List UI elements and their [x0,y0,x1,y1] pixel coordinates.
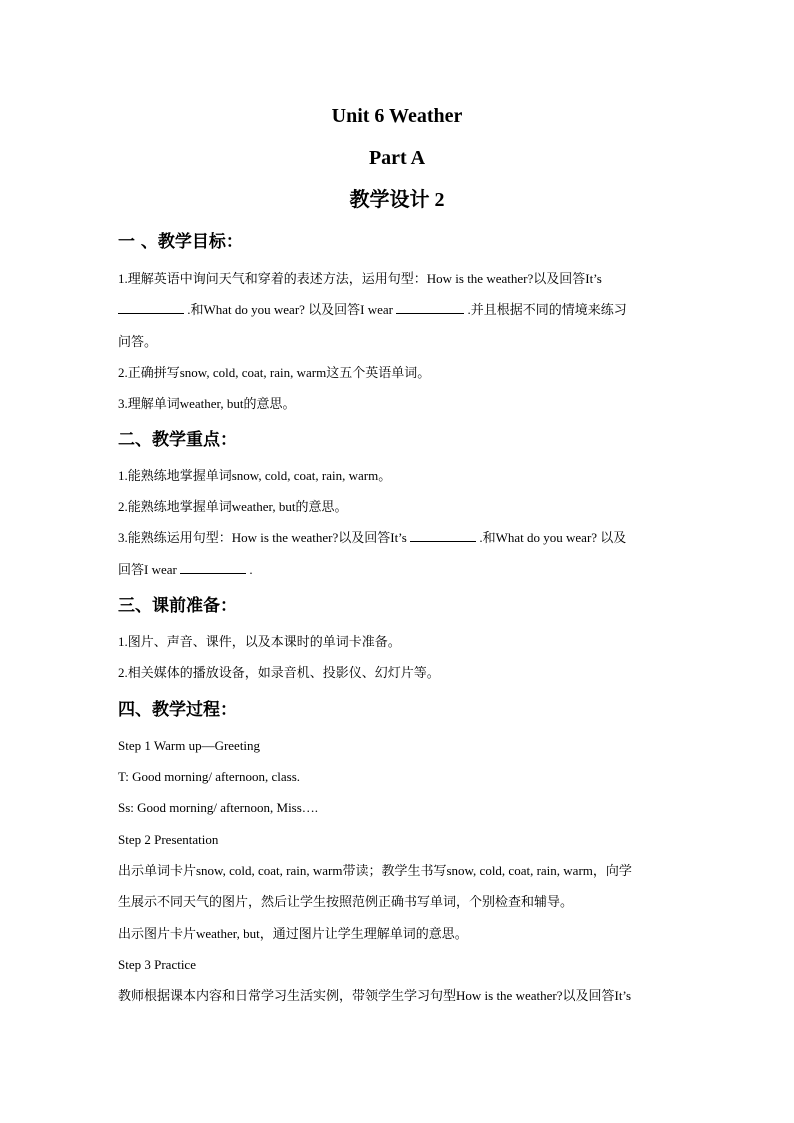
key-point-3-line-2-start: 回答I wear [118,562,177,577]
preparation-2: 2.相关媒体的播放设备，如录音机、投影仪、幻灯片等。 [118,665,440,680]
answer-blank [410,529,476,542]
objective-2: 2.正确拼写snow, cold, coat, rain, warm这五个英语单词。 [118,365,431,380]
step-2: Step 2 Presentation [118,832,219,847]
answer-blank [396,301,464,314]
key-point-3-line-1 [118,529,678,547]
preparation-1: 1.图片、声音、课件，以及本课时的单词卡准备。 [118,634,401,649]
key-point-3-end: .和What do you wear? 以及 [479,530,627,545]
preparation-heading: 三、课前准备： [118,596,237,616]
objective-1-line-3: 问答。 [118,334,158,349]
presentation-line-2: 生展示不同天气的图片，然后让学生按照范例正确书写单词，个别检查和辅导。 [118,894,574,909]
objective-3: 3.理解单词weather, but的意思。 [118,396,296,411]
key-point-3-line-2-end: . [249,562,253,577]
objective-1-line-2 [118,301,678,319]
key-point-2: 2.能熟练地掌握单词weather, but的意思。 [118,499,348,514]
objective-1-line-1: 1.理解英语中询问天气和穿着的表述方法，运用句型：How is the weather?以及回答It’s [118,271,602,286]
key-points-heading: 二、教学重点： [118,430,237,450]
process-heading: 四、教学过程： [118,700,237,720]
presentation-line-3: 出示图片卡片weather, but，通过图片让学生理解单词的意思。 [118,926,468,941]
unit-title: Unit 6 Weather [331,105,463,127]
key-point-1: 1.能熟练地掌握单词snow, cold, coat, rain, warm。 [118,468,392,483]
objective-1-mid-text: .和What do you wear? 以及回答I wear [187,302,394,317]
step-1: Step 1 Warm up—Greeting [118,738,261,753]
design-title: 教学设计 2 [349,189,445,211]
key-point-3-start: 3.能熟练运用句型：How is the weather?以及回答It’s [118,530,407,545]
students-line: Ss: Good morning/ afternoon, Miss…. [118,800,319,815]
step-3: Step 3 Practice [118,957,196,972]
objectives-heading: 一 、教学目标： [118,232,243,252]
key-point-3-line-2 [118,561,678,579]
part-title: Part A [368,147,426,169]
practice-line-1: 教师根据课本内容和日常学习生活实例，带领学生学习句型How is the weather?以及回答It’s [118,988,632,1003]
answer-blank [118,301,184,314]
presentation-line-1: 出示单词卡片snow, cold, coat, rain, warm带读；教学生书写snow, cold, coat, rain, warm，向学 [118,863,632,878]
teacher-line: T: Good morning/ afternoon, class. [118,769,301,784]
answer-blank [180,561,246,574]
objective-1-end-text: .并且根据不同的情境来练习 [467,302,627,317]
